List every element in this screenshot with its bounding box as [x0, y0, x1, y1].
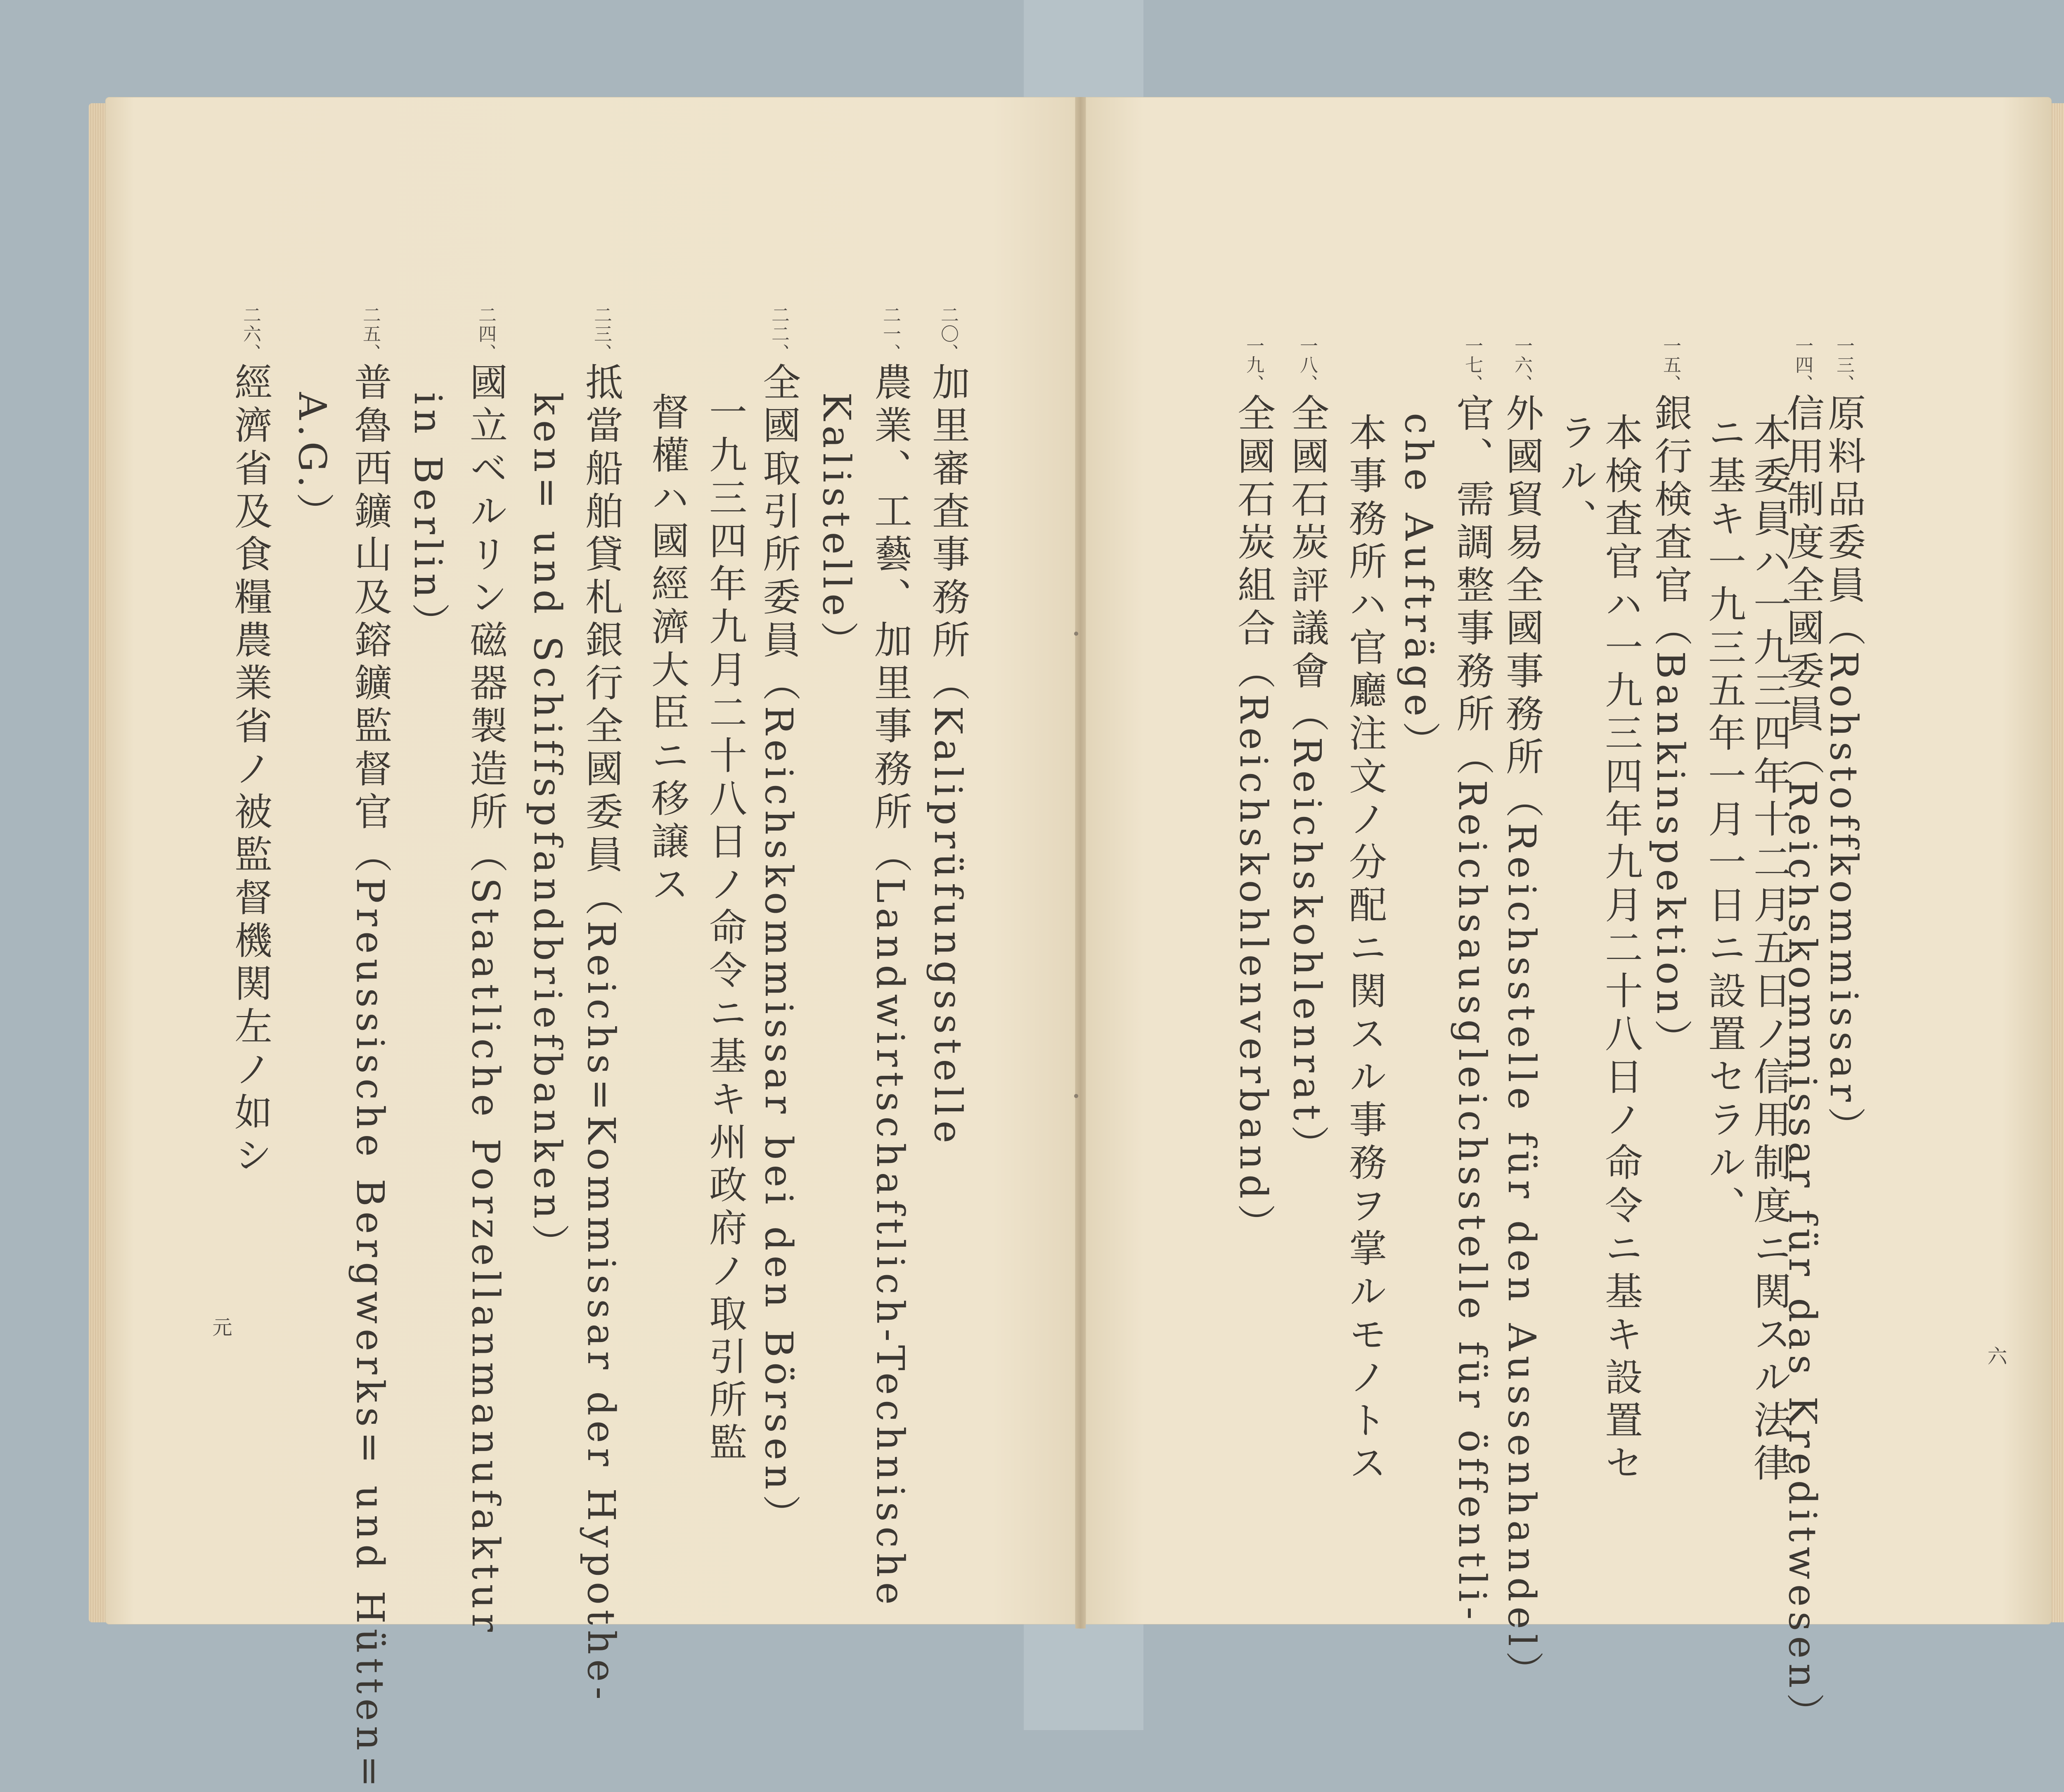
left-entry-20: 二〇、加里審査事務所（Kaliprüfungsstelle — [926, 305, 970, 1148]
right-entry-15-cont-1: 本検査官ハ一九三四年九月二十八日ノ命令ニ基キ設置セ — [1599, 413, 1643, 1486]
book-gutter — [1075, 97, 1086, 1629]
left-entry-24-cont: in Berlin） — [406, 392, 450, 646]
left-entry-22: 二二、全國取引所委員（Reichskommissar bei den Börsen） — [757, 305, 801, 1538]
left-entry-22-cont-1: 一九三四年九月二十八日ノ命令ニ基キ州政府ノ取引所監 — [703, 392, 747, 1465]
page-edges-left — [89, 103, 107, 1622]
left-entry-22-cont-2: 督權ハ國經濟大臣ニ移譲ス — [645, 392, 689, 907]
left-entry-21: 二一、農業、工藝、加里事務所（Landwirtschaftlich-Technische — [868, 305, 912, 1610]
right-page-folio: 六 — [1984, 1346, 2007, 1366]
left-entry-26: 二六、經濟省及食糧農業省ノ被監督機関左ノ如シ — [228, 305, 272, 1178]
right-page — [1086, 97, 2052, 1624]
right-entry-19: 一九、全國石炭組合（Reichskohlenverband） — [1231, 336, 1276, 1247]
left-entry-24: 二四、國立ベルリン磁器製造所（Staatliche Porzellanmanufaktur — [464, 305, 508, 1637]
right-entry-17-cont-1: che Aufträge） — [1397, 413, 1441, 765]
left-entry-23-cont: ken= und Schiffspfandbriefbanken） — [525, 392, 570, 1267]
left-entry-21-cont: Kalistelle） — [814, 392, 859, 664]
left-entry-23: 二三、抵當船舶貸札銀行全國委員（Reichs=Kommissar der Hypothe- — [579, 305, 623, 1705]
stitch-hole — [1074, 1094, 1078, 1098]
left-entry-25-cont: A.G.） — [290, 392, 334, 536]
page-edges-right — [2052, 103, 2064, 1622]
stitch-hole — [1074, 632, 1078, 636]
right-entry-17-cont-2: 本事務所ハ官廳注文ノ分配ニ関スル事務ヲ掌ルモノトス — [1343, 413, 1387, 1486]
right-entry-16: 一六、外國貿易全國事務所（Reichsstelle für den Aussenhandel） — [1500, 336, 1544, 1694]
right-entry-14-cont-1: 本委員ハ一九三四年十二月五日ノ信用制度ニ関スル法律 — [1747, 413, 1792, 1486]
right-entry-18: 一八、全國石炭評議會（Reichskohlenrat） — [1285, 336, 1329, 1168]
left-page-folio: 元 — [209, 1317, 232, 1337]
right-entry-15: 一五、銀行検査官（Bankinspektion） — [1648, 336, 1692, 1062]
right-entry-14-cont-2: ニ基キ一九三五年一月一日ニ設置セラル、 — [1702, 413, 1746, 1229]
right-entry-15-cont-2: ラル、 — [1553, 413, 1598, 542]
left-entry-25: 二五、普魯西鑛山及鎔鑛監督官（Preussische Bergwerks= und Hütten= — [348, 305, 392, 1792]
right-entry-17: 一七、官、需調整事務所（Reichsausgleichsstelle für öffentli- — [1450, 336, 1494, 1625]
right-entry-14: 一四、信用制度全國委員（Reichskommissar für das Kreditwesen） — [1780, 336, 1825, 1736]
right-entry-13: 一三、原料品委員（Rohstoffkommissar） — [1822, 336, 1866, 1150]
